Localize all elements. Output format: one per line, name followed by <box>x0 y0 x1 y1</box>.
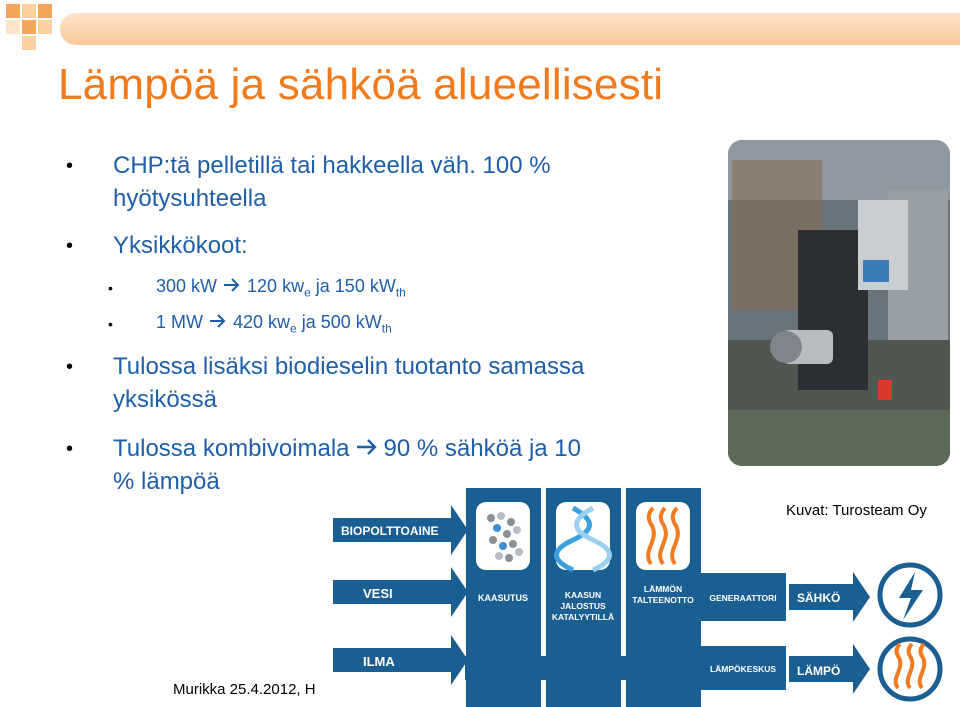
bullet-unit-sizes: Yksikkökoot: <box>113 232 248 259</box>
input-label-biopolttoaine: BIOPOLTTOAINE <box>341 524 439 538</box>
bullet-chp-line2: hyötysuhteella <box>113 185 267 212</box>
bullet-dot: • <box>66 235 74 257</box>
stage-kaasutus <box>466 488 541 707</box>
bullet-chp <box>113 149 551 215</box>
bullet-dot: • <box>66 356 74 378</box>
input-arrow-ilma <box>333 635 468 685</box>
arrow-right-icon <box>223 276 241 297</box>
heat-icon <box>880 639 940 699</box>
input-label-ilma: ILMA <box>363 654 395 669</box>
output-arrow-lampo <box>789 644 870 694</box>
stage-label-jalostus: JALOSTUS <box>560 601 606 611</box>
stage-lammon-talteenotto <box>626 488 701 707</box>
chp-plant-photo <box>728 140 950 466</box>
footer-text: Murikka 25.4.2012, H <box>173 681 316 698</box>
stage-label-kaasun: KAASUN <box>564 590 602 600</box>
output-label-lampo: LÄMPÖ <box>797 664 841 678</box>
input-arrow-biopolttoaine <box>333 505 468 555</box>
bullet-dot: • <box>66 155 74 177</box>
logo-squares <box>0 0 70 60</box>
sub-bullet-dot: • <box>108 280 113 296</box>
output-label-sahko: SÄHKÖ <box>797 591 841 605</box>
input-label-vesi: VESI <box>363 586 393 601</box>
bullet-chp-line1: CHP:tä pelletillä tai hakkeella väh. 100 % <box>113 152 551 179</box>
bullet-biodiesel <box>113 350 584 416</box>
sub-bullet-1mw: 1 MW 420 $kw_e$ ja 500 $kW_{th}$ <box>156 312 392 336</box>
bullet-biodiesel-line2: yksikössä <box>113 386 218 413</box>
bullet-biodiesel-line1: Tulossa lisäksi biodieselin tuotanto samassa <box>113 353 585 380</box>
bullet-dot: • <box>66 438 74 460</box>
slide-title: Lämpöä ja sähköä alueellisesti <box>58 60 664 109</box>
unit-lampokeskus <box>701 646 786 690</box>
output-arrow-sahko <box>789 572 870 622</box>
stage-label-talteenotto: TALTEENOTTO <box>632 595 694 605</box>
unit-label-generaattori: GENERAATTORI <box>709 593 777 603</box>
unit-generaattori <box>701 573 786 621</box>
stage-label-katalyytilla: KATALYYTILLÄ <box>551 612 615 622</box>
input-arrow-vesi <box>333 567 468 617</box>
sub-bullet-300kw: 300 kW 120 $kw_e$ ja 150 $kW_{th}$ <box>156 276 406 300</box>
electricity-bolt-icon <box>880 565 940 625</box>
photo-credit: Kuvat: Turosteam Oy <box>786 502 927 519</box>
sub-bullet-dot: • <box>108 316 113 332</box>
arrow-right-icon <box>356 432 378 465</box>
arrow-right-icon <box>209 312 227 333</box>
bullet-combi-line1: Tulossa kombivoimala 90 % sähköä ja 10 <box>113 432 581 465</box>
stage-kaasun-jalostus <box>546 488 621 707</box>
unit-label-lampokeskus: LÄMPÖKESKUS <box>709 664 777 674</box>
stage-label-kaasutus: KAASUTUS <box>477 593 529 603</box>
bullet-combi-line2: % lämpöä <box>113 468 220 495</box>
process-diagram <box>333 488 960 707</box>
stage-label-lammon: LÄMMÖN <box>643 584 683 594</box>
header-decoration-bar <box>60 13 960 45</box>
